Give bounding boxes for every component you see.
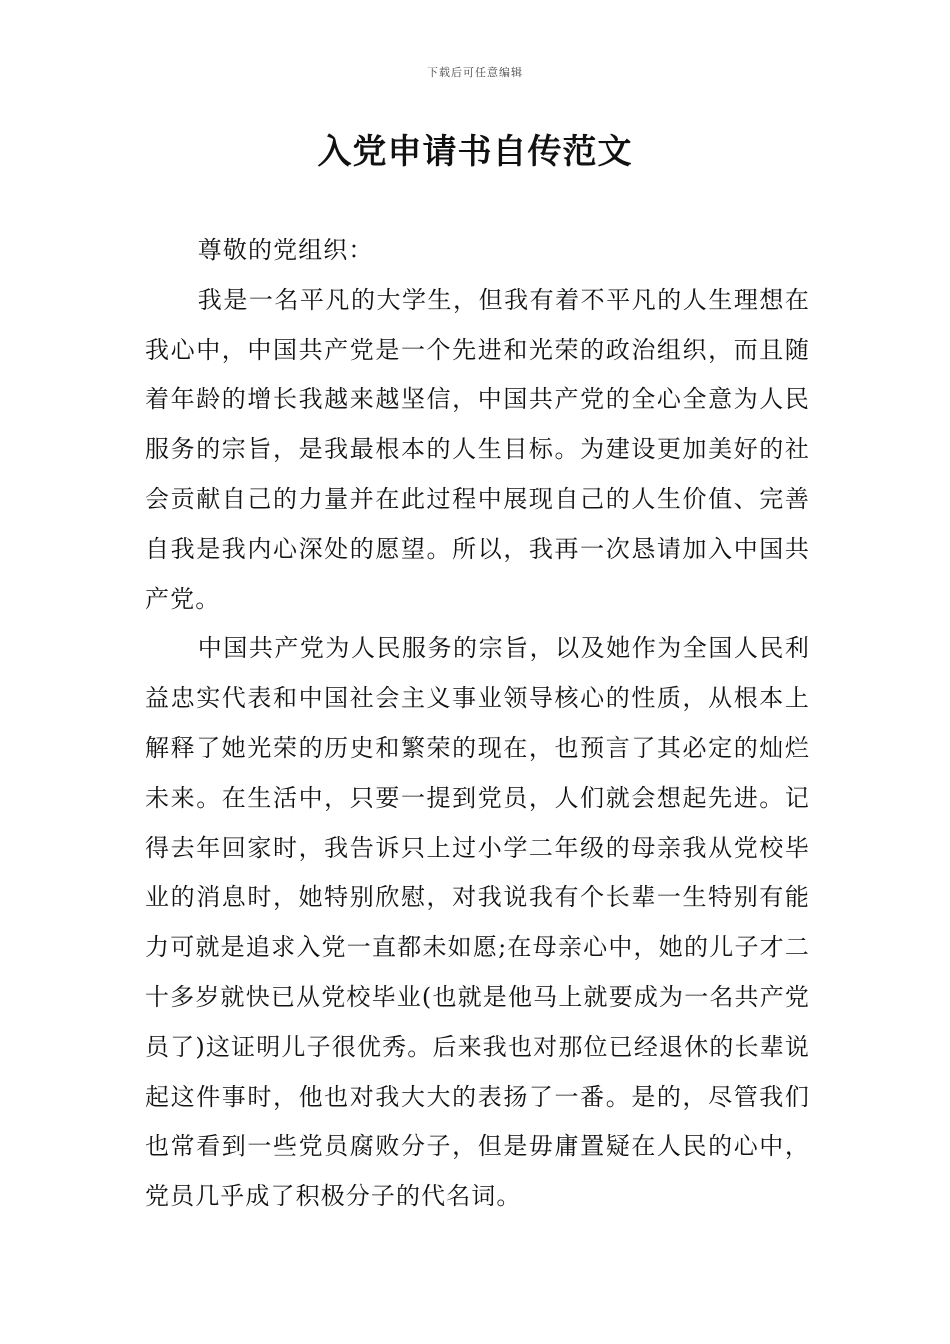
- body-paragraph-2: 中国共产党为人民服务的宗旨，以及她作为全国人民利益忠实代表和中国社会主义事业领导核心的性质，从根本上解释了她光荣的历史和繁荣的现在，也预言了其必定的灿烂未来。在生活中，只要一提到党员，人们就会想起先进。记得去年回家时，我告诉只上过小学二年级的母亲我从党校毕业的消息时，她特别欣慰，对我说我有个长辈一生特别有能力可就是追求入党一直都未如愿;在母亲心中，她的儿子才二十多岁就快已从党校毕业(也就是他马上就要成为一名共产党员了)这证明儿子很优秀。后来我也对那位已经退休的长辈说起这件事时，他也对我大大的表扬了一番。是的，尽管我们也常看到一些党员腐败分子，但是毋庸置疑在人民的心中，党员几乎成了积极分子的代名词。: [145, 634, 810, 1211]
- body-paragraph-1: 我是一名平凡的大学生，但我有着不平凡的人生理想在我心中，中国共产党是一个先进和光荣的政治组织，而且随着年龄的增长我越来越坚信，中国共产党的全心全意为人民服务的宗旨，是我最根本的人生目标。为建设更加美好的社会贡献自己的力量并在此过程中展现自己的人生价值、完善自我是我内心深处的愿望。所以，我再一次恳请加入中国共产党。: [145, 285, 810, 613]
- salutation: 尊敬的党组织：: [197, 236, 374, 264]
- header-note: 下载后可任意编辑: [427, 66, 523, 79]
- document-title: 入党申请书自传范文: [317, 132, 633, 172]
- document-body: [145, 226, 810, 1222]
